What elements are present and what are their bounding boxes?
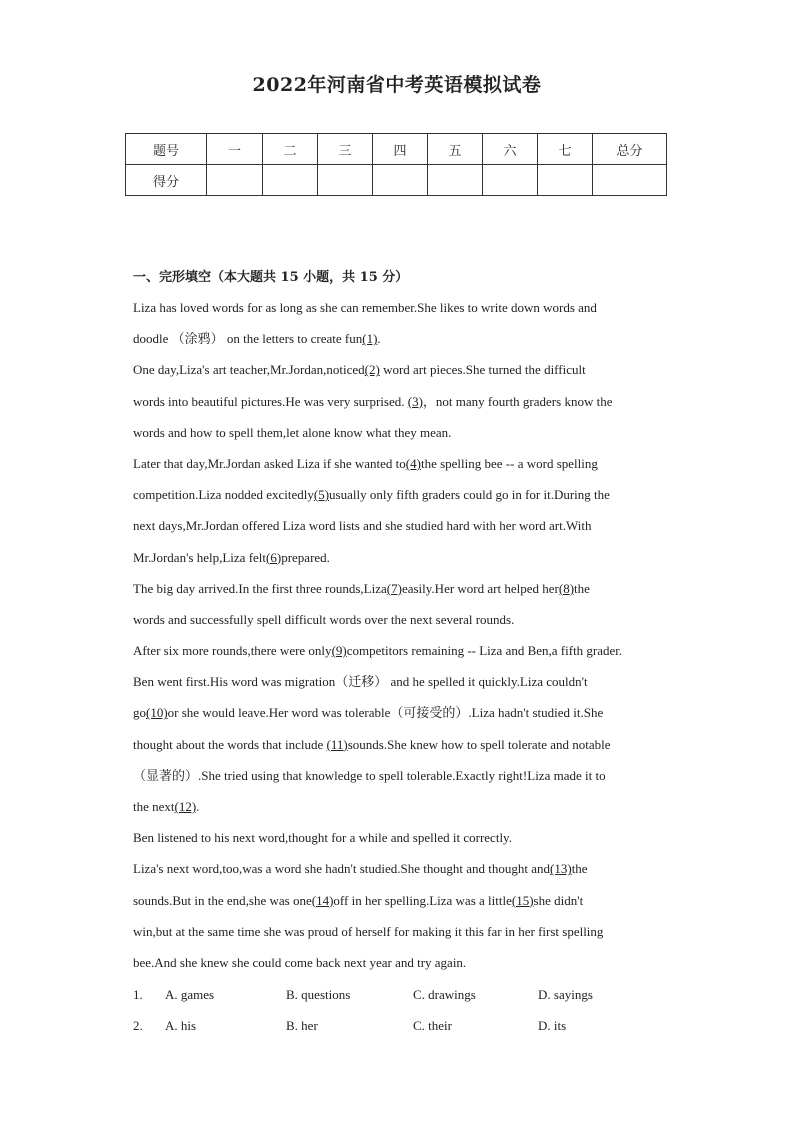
passage-text: win,but at the same time she was proud of herself for making it this far in her first spelling xyxy=(133,923,604,939)
passage-text: the xyxy=(574,580,590,596)
passage-text: One day,Liza's art teacher,Mr.Jordan,noticed xyxy=(133,362,365,378)
blank-marker: (3) xyxy=(407,393,423,409)
passage-line xyxy=(133,916,673,947)
passage-text: . xyxy=(377,331,381,347)
passage-line xyxy=(133,479,673,510)
passage-text: easily.Her word art helped her xyxy=(401,580,559,596)
passage-text: ，not many fourth graders know the xyxy=(422,393,613,409)
option-b: B. questions xyxy=(286,987,351,1002)
score-entry-cell xyxy=(373,165,428,196)
blank-marker: (8) xyxy=(558,580,575,596)
blank-marker: (5) xyxy=(313,487,330,503)
question-number: 2. xyxy=(133,1018,143,1033)
table-cell: 七 xyxy=(538,134,593,165)
passage-line xyxy=(133,448,673,479)
question-number: 1. xyxy=(133,987,143,1002)
passage-line xyxy=(133,760,673,791)
score-table xyxy=(125,133,667,196)
passage-line xyxy=(133,635,673,666)
passage-line xyxy=(133,947,673,978)
passage-text: Later that day,Mr.Jordan asked Liza if she wanted to xyxy=(133,455,406,471)
passage-text: sounds.She knew how to spell tolerate and notable xyxy=(347,736,611,752)
table-cell: 一 xyxy=(207,134,263,165)
passage-text: bee.And she knew she could come back next year and try again. xyxy=(133,954,467,970)
passage-line xyxy=(133,323,673,354)
cloze-passage xyxy=(133,292,673,978)
option-c: C. drawings xyxy=(413,987,476,1002)
question-item xyxy=(133,979,693,1010)
blank-marker: (6) xyxy=(266,549,282,565)
table-cell: 题号 xyxy=(126,134,207,165)
passage-line xyxy=(133,697,673,728)
passage-text: words into beautiful pictures.He was very surprised. xyxy=(133,393,408,409)
table-cell: 总分 xyxy=(593,134,667,165)
passage-text: go xyxy=(133,705,146,721)
passage-line xyxy=(133,542,673,573)
table-cell: 四 xyxy=(373,134,428,165)
blank-marker: (14) xyxy=(311,892,334,908)
blank-marker: (12) xyxy=(174,799,197,814)
score-table-header-row xyxy=(126,134,667,165)
blank-marker: (2) xyxy=(364,362,380,378)
option-b: B. her xyxy=(286,1018,318,1033)
passage-line xyxy=(133,510,673,541)
page-title: 2022年河南省中考英语模拟试卷 xyxy=(252,74,542,96)
passage-text: The big day arrived.In the first three rounds,Liza xyxy=(133,580,387,596)
table-cell: 六 xyxy=(483,134,538,165)
option-d: D. sayings xyxy=(538,987,593,1002)
passage-line xyxy=(133,604,673,635)
passage-text: Ben went first.His word was migration（迁移） and he spelled it quickly.Liza couldn't xyxy=(133,674,588,690)
passage-text: Mr.Jordan's help,Liza felt xyxy=(133,549,267,565)
table-cell: 二 xyxy=(263,134,318,165)
passage-text: . xyxy=(196,799,200,814)
option-a: A. his xyxy=(165,1018,197,1033)
passage-text: the spelling bee -- a word spelling xyxy=(420,455,598,471)
question-item xyxy=(133,1010,693,1041)
passage-line xyxy=(133,729,673,760)
table-cell: 得分 xyxy=(126,165,207,196)
passage-text: competitors remaining -- Liza and Ben,a fifth grader. xyxy=(346,643,623,659)
passage-line xyxy=(133,666,673,697)
blank-marker: (4) xyxy=(405,455,421,471)
blank-marker: (13) xyxy=(550,861,572,877)
passage-text: next days,Mr.Jordan offered Liza word lists and she studied hard with her word art.With xyxy=(133,518,592,534)
passage-text: （显著的）.She tried using that knowledge to spell tolerable.Exactly right!Liza made it to xyxy=(133,767,606,783)
passage-text: she didn't xyxy=(533,892,584,908)
passage-text: Liza's next word,too,was a word she hadn't studied.She thought and thought and xyxy=(133,861,551,877)
score-entry-cell xyxy=(263,165,318,196)
passage-text: word art pieces.She turned the difficult xyxy=(379,362,586,378)
score-entry-cell xyxy=(593,165,667,196)
passage-text: words and how to spell them,let alone know what they mean. xyxy=(133,424,452,440)
blank-marker: (1) xyxy=(362,331,378,347)
score-entry-cell xyxy=(428,165,483,196)
passage-line xyxy=(133,791,673,822)
score-entry-cell xyxy=(318,165,373,196)
passage-line xyxy=(133,417,673,448)
passage-text: off in her spelling.Liza was a little xyxy=(333,892,512,908)
blank-marker: (15) xyxy=(511,892,534,908)
passage-text: or she would leave.Her word was tolerable（可接受的）.Liza hadn't studied it.She xyxy=(167,705,604,721)
blank-marker: (7) xyxy=(386,580,402,596)
passage-text: the next xyxy=(133,799,175,814)
score-entry-cell xyxy=(483,165,538,196)
option-a: A. games xyxy=(165,987,215,1002)
option-d: D. its xyxy=(538,1018,567,1033)
option-c: C. their xyxy=(413,1018,452,1033)
passage-text: the xyxy=(571,861,588,877)
passage-text: sounds.But in the end,she was one xyxy=(133,892,312,908)
table-cell: 五 xyxy=(428,134,483,165)
passage-text: thought about the words that include xyxy=(133,736,327,752)
passage-text: usually only fifth graders could go in for it.During the xyxy=(329,487,610,503)
blank-marker: (11) xyxy=(326,736,348,752)
passage-line xyxy=(133,386,673,417)
passage-text: doodle （涂鸦） on the letters to create fun xyxy=(133,331,363,347)
passage-text: prepared. xyxy=(281,549,330,565)
passage-line xyxy=(133,853,673,884)
table-cell: 三 xyxy=(318,134,373,165)
passage-text: Liza has loved words for as long as she can remember.She likes to write down words and xyxy=(133,300,597,315)
blank-marker: (9) xyxy=(331,643,347,659)
passage-text: After six more rounds,there were only xyxy=(133,643,332,659)
passage-line xyxy=(133,354,673,385)
passage-line xyxy=(133,292,673,323)
section-heading: 一、完形填空（本大题共 15 小题，共 15 分） xyxy=(133,270,409,285)
score-table-score-row xyxy=(126,165,667,196)
passage-text: competition.Liza nodded excitedly xyxy=(133,487,314,503)
score-entry-cell xyxy=(207,165,263,196)
passage-line xyxy=(133,885,673,916)
passage-text: words and successfully spell difficult words over the next several rounds. xyxy=(133,611,515,627)
passage-line xyxy=(133,822,673,853)
passage-line xyxy=(133,573,673,604)
passage-text: Ben listened to his next word,thought for a while and spelled it correctly. xyxy=(133,830,512,846)
score-entry-cell xyxy=(538,165,593,196)
blank-marker: (10) xyxy=(146,705,168,721)
